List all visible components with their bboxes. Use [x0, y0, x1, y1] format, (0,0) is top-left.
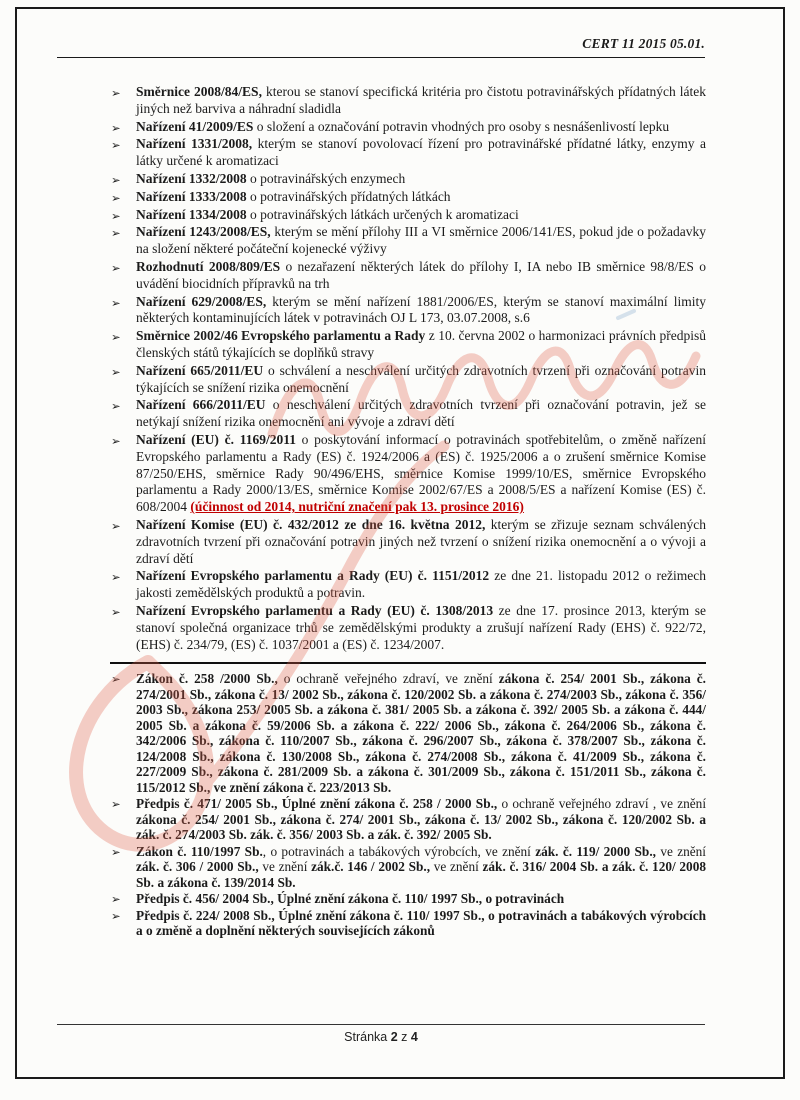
text-segment: Nařízení 1333/2008 — [136, 188, 247, 204]
text-segment: , o potravinách a tabákových výrobcích, ve znění — [262, 843, 536, 859]
list-item — [110, 259, 706, 293]
text-segment: Stránka — [344, 1030, 391, 1044]
list-item — [110, 119, 706, 136]
page-number — [57, 1030, 705, 1044]
text-segment: Nařízení Evropského parlamentu a Rady (EU) č. 1151/2012 — [136, 568, 490, 584]
text-segment: zákona č. 254/ 2001 Sb., zákona č. 274/ 2001 Sb., zákona č. 13/ 2002 Sb., zákona č. 120/2002 Sb. a zák. č. 274/2003 Sb. zák. č. 356/ 2003 Sb. a zák. č. 392/ 2005 Sb. — [136, 811, 706, 843]
list-item — [110, 171, 706, 188]
list-item — [110, 328, 706, 362]
text-segment: zák.č. 146 / 2002 Sb., — [311, 859, 431, 875]
text-segment: Nařízení 1243/2008/ES, — [136, 224, 271, 240]
arrow-bullet-icon: ➢ — [111, 208, 121, 223]
text-segment: Nařízení 629/2008/ES, — [136, 293, 267, 309]
arrow-bullet-icon: ➢ — [111, 908, 121, 923]
arrow-bullet-icon: ➢ — [111, 330, 121, 345]
arrow-bullet-icon: ➢ — [111, 570, 121, 585]
text-segment: Rozhodnutí 2008/809/ES — [136, 258, 281, 274]
text-segment: z 10. června 2002 o harmonizaci právních předpisů členských států týkajících se doplňků stravy — [136, 328, 707, 360]
list-item — [110, 294, 706, 328]
arrow-bullet-icon: ➢ — [111, 190, 121, 205]
text-segment: o nezařazení některých látek do přílohy I, IA nebo IB směrnice 98/8/ES o uvádění biocidních přípravků na trh — [136, 258, 706, 291]
text-segment: zákona č. 254/ 2001 Sb., zákona č. 274/2001 Sb., zákona č. 13/ 2002 Sb., zákona č. 120/2002 Sb. a zákona č. 274/2003 Sb., zákona č. 356/ 2003 Sb., zákona 253/ 2005 Sb. a zákona č. 381/ 2005 Sb. a zákona č. 392/ 2005 Sb. a zákona č. 444/ 2005 Sb. a zákona č. 59/2006 Sb. a zákona č. 222/ 2006 Sb., zákona č. 264/2006 Sb., zákona č. 342/2006 Sb., zákona č. 110/2007 Sb., zákona č. 296/2007 Sb., zákona č. 378/2007 Sb., zákona č. 124/2008 Sb., zákona č. 130/2008 Sb., zákona č. 274/2008 Sb., zákona č. 41/2009 Sb., zákona č. 227/2009 Sb., zákona č. 281/2009 Sb. a zákona č. 301/2009 Sb., zákona č. 151/2011 Sb., zákona č. 115/2012 Sb., ve znění zákona č. 223/2013 Sb. — [136, 671, 706, 795]
content — [110, 84, 706, 940]
list-item — [110, 84, 706, 118]
text-segment: z — [397, 1030, 411, 1044]
text-segment: o neschválení určitých zdravotních tvrzení při označování potravin, jež se netýkají snížení rizika onemocnění ani vývoje a zdraví dětí — [136, 397, 707, 430]
text-segment: Nařízení 1331/2008, — [136, 136, 253, 152]
text-segment: zák. č. 316/ 2004 Sb. a zák. č. 120/ 2008 Sb. a zákona č. 139/2014 Sb. — [136, 859, 706, 890]
text-segment: zák. č. 306 / 2000 Sb., — [136, 859, 259, 875]
text-segment: (účinnost od 2014, nutriční značení pak 13. prosince 2016) — [190, 499, 524, 515]
list-item — [110, 517, 706, 567]
text-segment: kterým se mění přílohy III a VI směrnice 2006/141/ES, pokud jde o požadavky na složení některé počáteční kojenecké výživy — [136, 224, 707, 257]
text-segment: Nařízení 666/2011/EU — [136, 397, 266, 413]
list-item — [110, 844, 706, 891]
list-item — [110, 189, 706, 206]
arrow-bullet-icon: ➢ — [111, 433, 121, 448]
text-segment: o potravinářských enzymech — [246, 170, 406, 186]
text-segment: ze dne 21. listopadu 2012 o režimech jakosti zemědělských produktů a potravin. — [136, 568, 706, 601]
text-segment: 2 — [390, 1030, 398, 1044]
arrow-bullet-icon: ➢ — [111, 226, 121, 241]
list-item — [110, 671, 706, 795]
doc-code: CERT 11 2015 05.01. — [582, 36, 705, 51]
arrow-bullet-icon: ➢ — [111, 120, 121, 135]
header-rule — [57, 57, 705, 58]
arrow-bullet-icon: ➢ — [111, 364, 121, 379]
text-segment: o ochraně veřejného zdraví, ve znění — [277, 671, 499, 687]
eu-regulations-list — [110, 84, 706, 653]
list-item — [110, 363, 706, 397]
arrow-bullet-icon: ➢ — [111, 604, 121, 619]
arrow-bullet-icon: ➢ — [111, 844, 121, 859]
text-segment: Nařízení (EU) č. 1169/2011 — [136, 431, 296, 447]
text-segment: ze dne 17. prosince 2013, kterým se stanoví společná organizace trhů se zemědělskými produkty a zrušují nařízení Rady (EHS) č. 922/72, (EHS) č. 234/79, (ES) č. 1037/2001 a (ES) č. 1234/2007. — [136, 602, 706, 652]
arrow-bullet-icon: ➢ — [111, 260, 121, 275]
arrow-bullet-icon: ➢ — [111, 892, 121, 907]
text-segment: Směrnice 2008/84/ES, — [136, 84, 262, 99]
arrow-bullet-icon: ➢ — [111, 138, 121, 153]
arrow-bullet-icon: ➢ — [111, 295, 121, 310]
arrow-bullet-icon: ➢ — [111, 172, 121, 187]
arrow-bullet-icon: ➢ — [111, 399, 121, 414]
list-item — [110, 397, 706, 431]
text-segment: o složení a označování potravin vhodných pro osoby s nesnášenlivostí lepku — [253, 118, 670, 134]
text-segment: kterou se stanoví specifická kritéria pro čistotu potravinářských přídatných látek jiných než barviva a náhradní sladidla — [136, 84, 707, 116]
arrow-bullet-icon: ➢ — [111, 86, 121, 100]
list-item — [110, 568, 706, 602]
text-segment: 4 — [410, 1030, 418, 1044]
text-segment: ve znění — [430, 859, 483, 875]
text-segment: Nařízení 665/2011/EU — [136, 362, 264, 378]
national-laws-list — [110, 671, 706, 939]
text-segment: Nařízení Komise (EU) č. 432/2012 ze dne 16. května 2012, — [136, 516, 486, 532]
list-item — [110, 891, 706, 907]
list-item — [110, 224, 706, 258]
list-item — [110, 908, 706, 939]
section-separator-rule — [110, 662, 706, 664]
text-segment: kterým se zřizuje seznam schválených zdravotních tvrzení při označování potravin jiných než tvrzení o snížení rizika onemocnění a o vývoji a zdraví dětí — [136, 516, 706, 566]
arrow-bullet-icon: ➢ — [111, 518, 121, 533]
text-segment: Předpis č. 471/ 2005 Sb., Úplné znění zákona č. 258 / 2000 Sb., — [136, 796, 498, 812]
text-segment: Zákon č. 258 /2000 Sb., — [136, 671, 278, 687]
list-item — [110, 796, 706, 843]
text-segment: Zákon č. 110/1997 Sb. — [136, 843, 263, 859]
text-segment: kterým se stanoví povolovací řízení pro potravinářské přídatné látky, enzymy a látky určené k aromatizaci — [136, 136, 706, 169]
text-segment: kterým se mění nařízení 1881/2006/ES, kterým se stanoví maximální limity některých kontaminujících látek v potravinách OJ L 173, 03.07.2008, s.6 — [136, 293, 706, 326]
list-item — [110, 603, 706, 653]
text-segment: Nařízení 1334/2008 — [136, 206, 247, 222]
text-segment: ve znění — [258, 859, 312, 875]
text-segment: o potravinářských přídatných látkách — [246, 188, 451, 204]
text-segment: Předpis č. 224/ 2008 Sb., Úplné znění zákona č. 110/ 1997 Sb., o potravinách a tabákových výrobcích a o změně a doplnění některých souvisejících zákonů — [136, 907, 706, 939]
text-segment: o poskytování informací o potravinách spotřebitelům, o změně nařízení Evropského parlamentu a Rady (ES) č. 1924/2006 a (ES) č. 1925/2006 a o zrušení směrnice Komise 87/250/EHS, směrnice Rady 90/496/EHS, směrnice Komise 1999/10/ES, směrnice Evropského parlamentu a Rady 2000/13/ES, směrnice Komise 2002/67/ES a 2008/5/ES a nařízení Komise (ES) č. 608/2004 — [136, 431, 706, 515]
text-segment: Předpis č. 456/ 2004 Sb., Úplné znění zákona č. 110/ 1997 Sb., o potravinách — [136, 891, 565, 907]
list-item — [110, 136, 706, 170]
text-segment: Nařízení 41/2009/ES — [136, 118, 254, 134]
list-item — [110, 207, 706, 224]
text-segment: ve znění — [655, 843, 706, 859]
footer-rule — [57, 1024, 705, 1025]
text-segment: Směrnice 2002/46 Evropského parlamentu a Rady — [136, 328, 426, 344]
text-segment: o schválení a neschválení určitých zdravotních tvrzení při označování potravin týkajících se snížení rizika onemocnění — [136, 362, 706, 395]
arrow-bullet-icon: ➢ — [111, 672, 121, 687]
text-segment: Nařízení 1332/2008 — [136, 170, 247, 186]
text-segment: o potravinářských látkách určených k aromatizaci — [246, 206, 519, 222]
text-segment: Nařízení Evropského parlamentu a Rady (EU) č. 1308/2013 — [136, 602, 494, 618]
list-item — [110, 432, 706, 516]
text-segment: zák. č. 119/ 2000 Sb., — [535, 843, 656, 859]
text-segment: o ochraně veřejného zdraví , ve znění — [497, 796, 707, 812]
arrow-bullet-icon: ➢ — [111, 797, 121, 812]
